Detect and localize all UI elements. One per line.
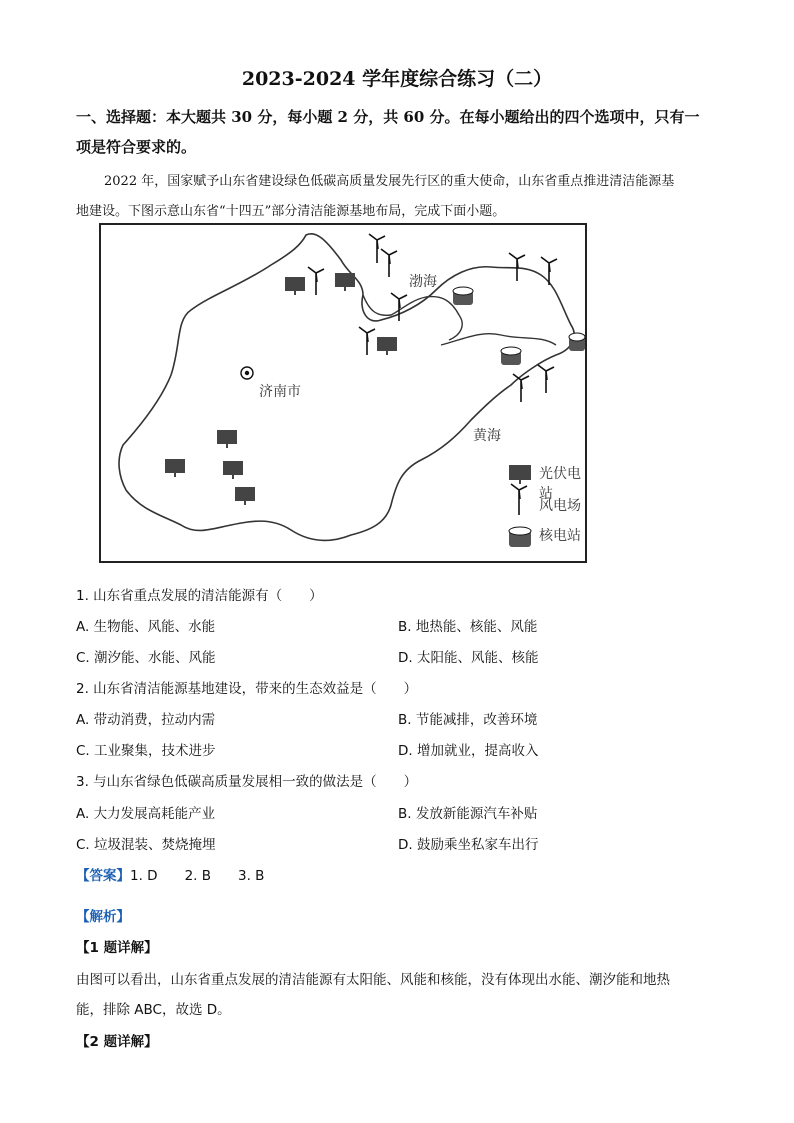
intro-line2: 地建设。下图示意山东省“十四五”部分清洁能源基地布局，完成下面小题。	[76, 204, 506, 219]
bohai-label: 渤海	[409, 274, 437, 290]
analysis-label: 【解析】	[76, 909, 130, 925]
nuclear-icon	[569, 333, 585, 351]
section-heading-line2: 项是符合要求的。	[76, 138, 197, 156]
legend-nuclear-icon	[509, 527, 531, 547]
solar-icon	[285, 277, 305, 295]
huanghai-label: 黄海	[473, 428, 501, 444]
nuclear-icon	[453, 287, 473, 305]
question-2-stem: 2. 山东省清洁能源基地建设，带来的生态效益是（ ）	[76, 681, 418, 697]
detail-1-line1: 由图可以看出，山东省重点发展的清洁能源有太阳能、风能和核能，没有体现出水能、潮汐能和地热	[76, 972, 670, 988]
question-3-option-c[interactable]: C. 垃圾混装、焚烧掩埋	[76, 837, 216, 853]
detail-1-label: 【1 题详解】	[76, 940, 158, 956]
question-2-option-a[interactable]: A. 带动消费，拉动内需	[76, 712, 216, 728]
question-1-option-c[interactable]: C. 潮汐能、水能、风能	[76, 650, 216, 666]
legend-solar-label: 光伏电站	[539, 466, 581, 502]
jinan-label: 济南市	[259, 384, 301, 400]
answer-values: 1. D 2. B 3. B	[130, 868, 265, 884]
bohai-coast	[363, 295, 462, 340]
question-2-option-c[interactable]: C. 工业聚集，技术进步	[76, 743, 216, 759]
legend-solar-icon	[509, 465, 531, 484]
page-title: 2023-2024 学年度综合练习（二）	[241, 68, 553, 90]
solar-icon	[377, 337, 397, 355]
question-1-option-d[interactable]: D. 太阳能、风能、核能	[398, 650, 539, 666]
section-heading-line1: 一、选择题：本大题共 30 分，每小题 2 分，共 60 分。在每小题给出的四个选项中，只有一	[76, 108, 700, 126]
question-1-option-b[interactable]: B. 地热能、核能、风能	[398, 619, 538, 635]
clean-energy-map	[99, 223, 587, 563]
peninsula-coast	[441, 334, 556, 345]
solar-icon	[223, 461, 243, 479]
legend-nuclear-label: 核电站	[539, 528, 581, 544]
answer-label: 【答案】	[76, 868, 130, 884]
detail-2-label: 【2 题详解】	[76, 1034, 158, 1050]
question-2-option-b[interactable]: B. 节能减排，改善环境	[398, 712, 538, 728]
solar-icon	[217, 430, 237, 448]
map-drawing	[101, 225, 585, 561]
question-3-option-b[interactable]: B. 发放新能源汽车补贴	[398, 806, 538, 822]
intro-line1: 2022 年，国家赋予山东省建设绿色低碳高质量发展先行区的重大使命，山东省重点推进清洁能源基	[104, 174, 675, 189]
answer-line	[76, 864, 264, 884]
legend-wind-label: 风电场	[539, 498, 581, 514]
solar-icon	[335, 273, 355, 291]
solar-icon	[235, 487, 255, 505]
nuclear-icon	[501, 347, 521, 365]
question-3-stem: 3. 与山东省绿色低碳高质量发展相一致的做法是（ ）	[76, 774, 418, 790]
question-1-stem: 1. 山东省重点发展的清洁能源有（ ）	[76, 588, 323, 604]
question-2-option-d[interactable]: D. 增加就业，提高收入	[398, 743, 539, 759]
question-3-option-a[interactable]: A. 大力发展高耗能产业	[76, 806, 216, 822]
question-3-option-d[interactable]: D. 鼓励乘坐私家车出行	[398, 837, 539, 853]
question-1-option-a[interactable]: A. 生物能、风能、水能	[76, 619, 216, 635]
detail-1-line2: 能，排除 ABC，故选 D。	[76, 1002, 231, 1018]
solar-icon	[165, 459, 185, 477]
legend-wind-icon	[511, 484, 527, 515]
